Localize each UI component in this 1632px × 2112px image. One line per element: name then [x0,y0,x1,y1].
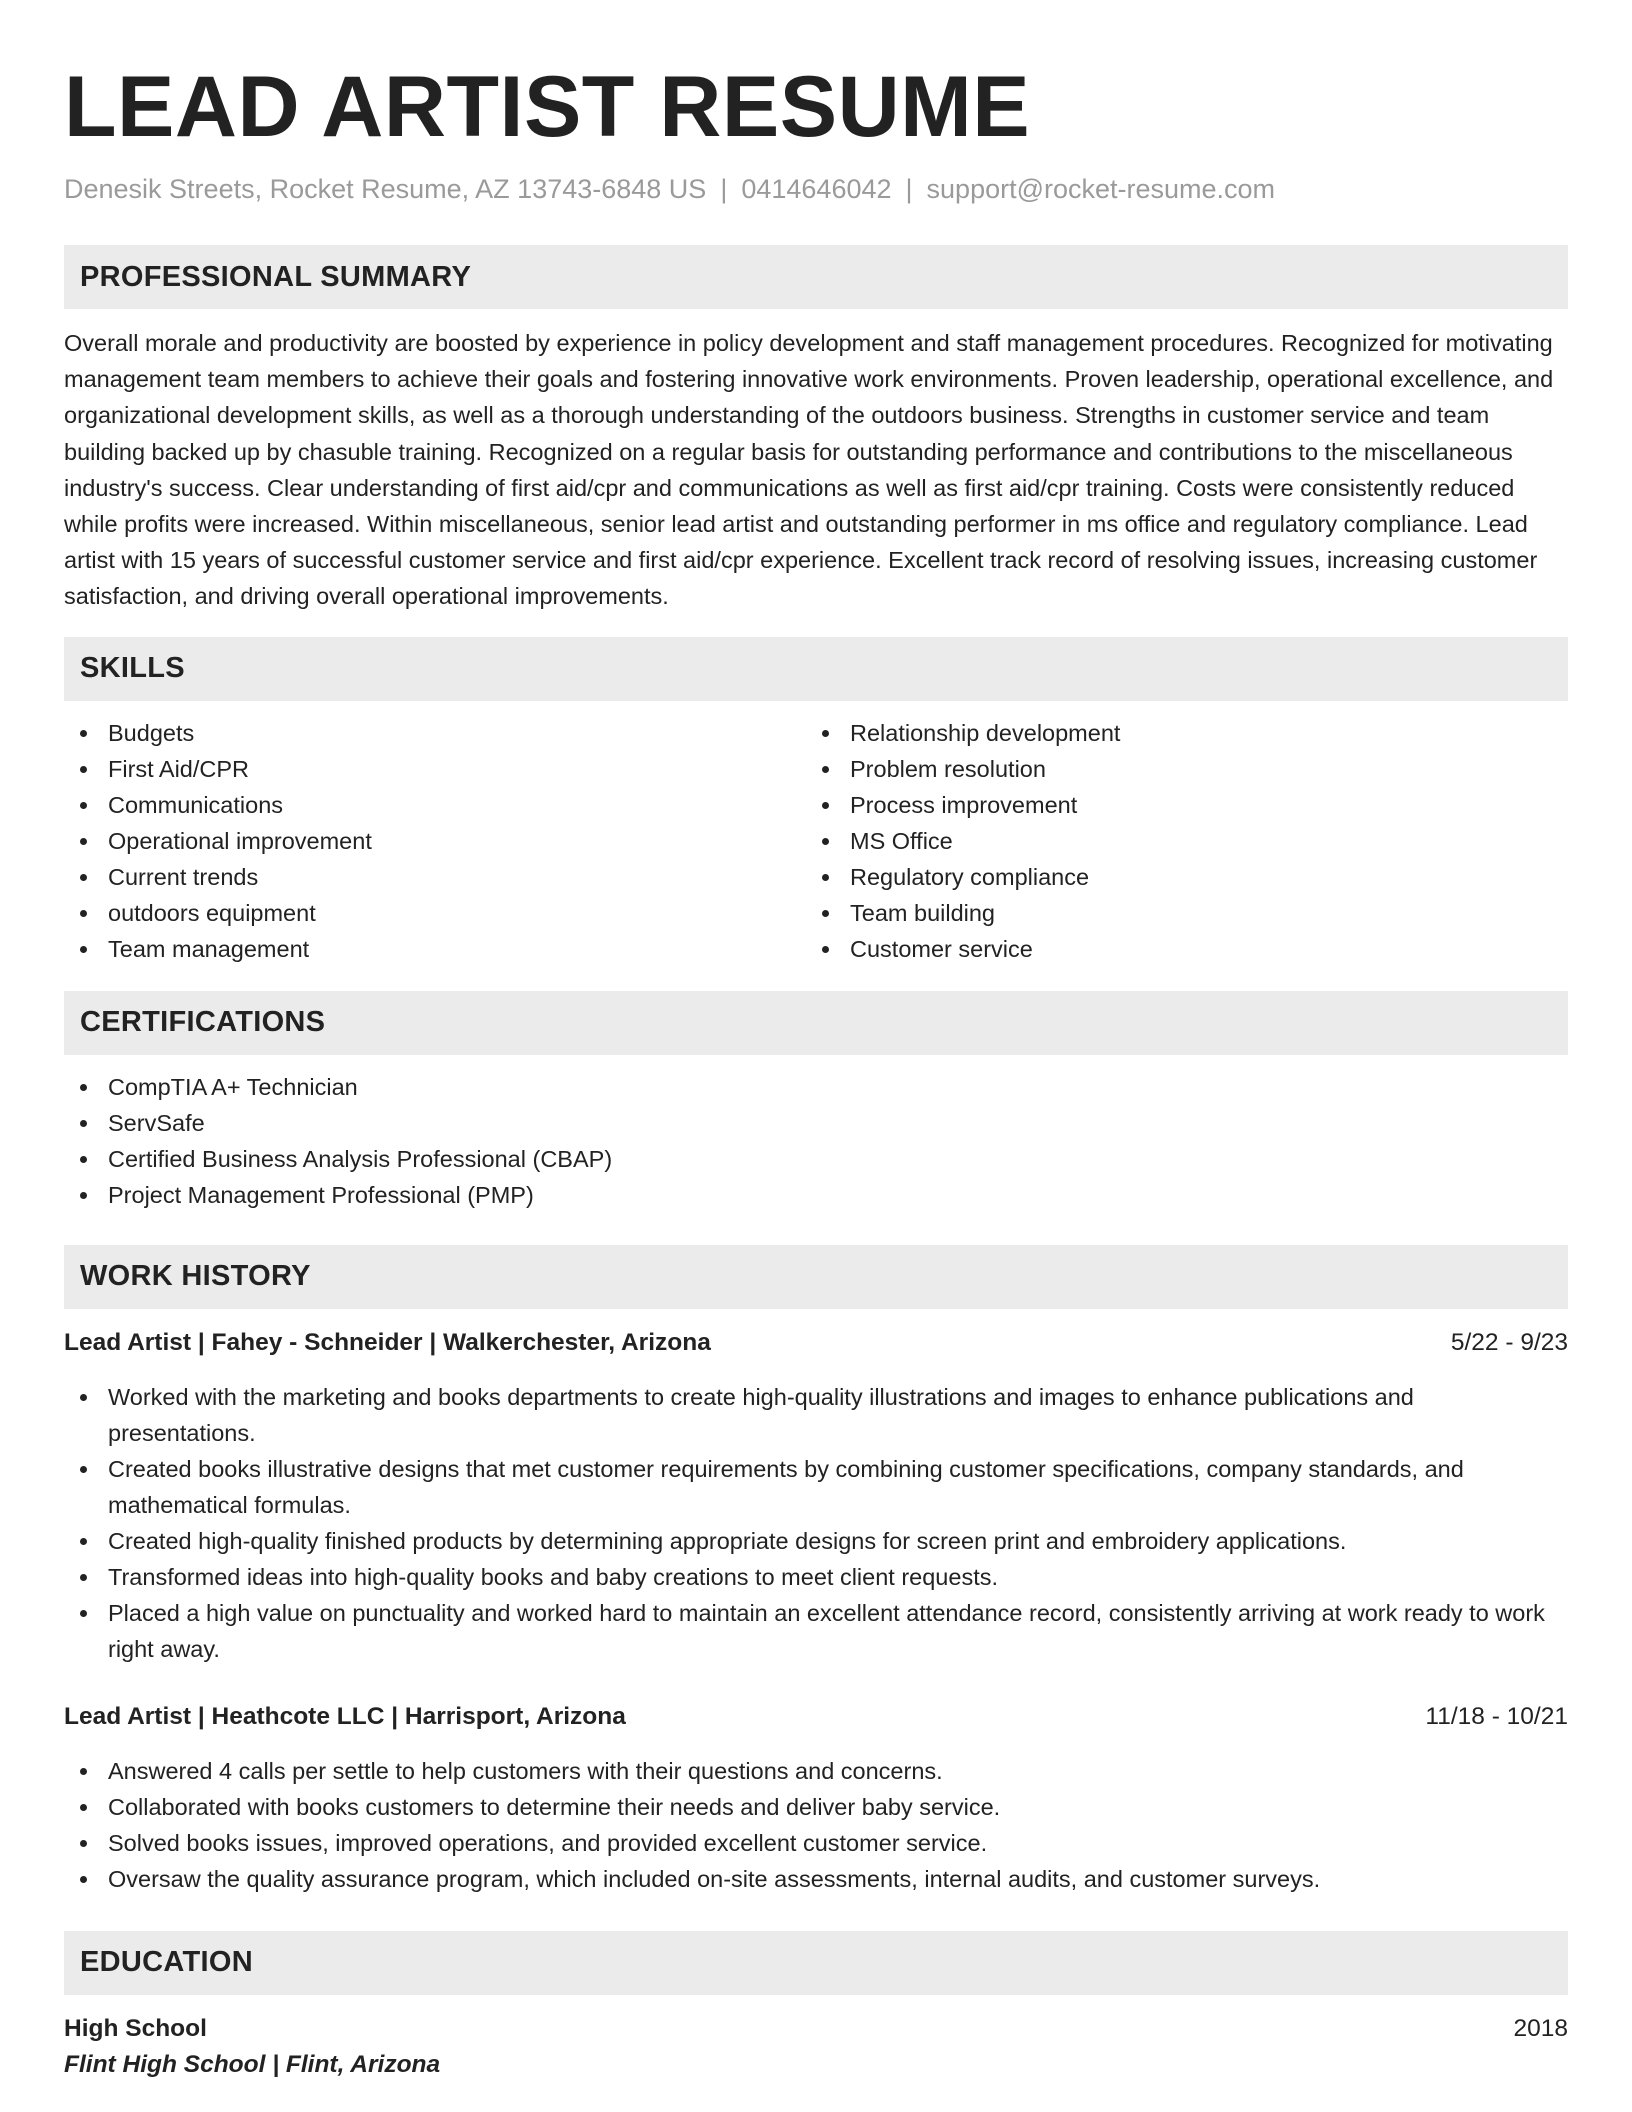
certification-item: Certified Business Analysis Professional (CBAP) [64,1141,1568,1177]
skill-item: Current trends [64,859,806,895]
certifications-list [64,1069,1568,1213]
job-title: Lead Artist | Heathcote LLC | Harrisport, Arizona [64,1702,626,1730]
job-bullets [64,1379,1568,1667]
job-bullets [64,1753,1568,1897]
job-bullet: Oversaw the quality assurance program, which included on-site assessments, internal audits, and customer surveys. [64,1861,1568,1897]
job-bullet: Transformed ideas into high-quality books and baby creations to meet client requests. [64,1559,1568,1595]
job-bullet: Solved books issues, improved operations, and provided excellent customer service. [64,1825,1568,1861]
skill-item: Communications [64,787,806,823]
job-entry [64,1699,1568,1897]
skill-item: MS Office [806,823,1548,859]
section-header-education: EDUCATION [64,1931,1568,1995]
section-header-skills: SKILLS [64,637,1568,701]
job-bullet: Placed a high value on punctuality and worked hard to maintain an excellent attendance record, consistently arriving at work ready to work right away. [64,1595,1568,1667]
skill-item: First Aid/CPR [64,751,806,787]
certification-item: CompTIA A+ Technician [64,1069,1568,1105]
education-degree: High School [64,2014,207,2042]
skill-item: Problem resolution [806,751,1548,787]
job-bullet: Worked with the marketing and books departments to create high-quality illustrations and images to enhance publications and presentations. [64,1379,1568,1451]
skill-item: Customer service [806,931,1548,967]
job-entry [64,1325,1568,1667]
separator: | [905,174,913,204]
resume-title: LEAD ARTIST RESUME [64,59,1031,155]
job-dates: 5/22 - 9/23 [1450,1328,1568,1356]
skills-list-right [806,715,1548,967]
skill-item: Process improvement [806,787,1548,823]
section-header-work-history: WORK HISTORY [64,1245,1568,1309]
education-year: 2018 [1513,2014,1568,2042]
certification-item: ServSafe [64,1105,1568,1141]
section-header-certifications: CERTIFICATIONS [64,991,1568,1055]
education-school: Flint High School | Flint, Arizona [64,2050,441,2078]
job-bullet: Answered 4 calls per settle to help customers with their questions and concerns. [64,1753,1568,1789]
section-header-summary: PROFESSIONAL SUMMARY [64,245,1568,309]
skill-item: Operational improvement [64,823,806,859]
skills-grid [64,715,1568,967]
skills-list-left [64,715,806,967]
job-title: Lead Artist | Fahey - Schneider | Walkerchester, Arizona [64,1328,711,1356]
contact-line [64,174,1568,205]
address: Denesik Streets, Rocket Resume, AZ 13743-6848 US [64,174,707,204]
job-bullet: Created books illustrative designs that met customer requirements by combining customer specifications, company standards, and mathematical formulas. [64,1451,1568,1523]
summary-text: Overall morale and productivity are boosted by experience in policy development and staff management procedures. Recognized for motivating management team members to achieve their goals and fostering innovative work environments. Proven leadership, operational excellence, and organizational development skills, as well as a thorough understanding of the outdoors business. Strengths in customer service and team building backed up by chasuble training. Recognized on a regular basis for outstanding performance and contributions to the miscellaneous industry's success. Clear understanding of first aid/cpr and communications as well as first aid/cpr training. Costs were consistently reduced while profits were increased. Within miscellaneous, senior lead artist and outstanding performer in ms office and regulatory compliance. Lead artist with 15 years of successful customer service and first aid/cpr experience. Excellent track record of resolving issues, increasing customer satisfaction, and driving overall operational improvements. [64,330,1554,610]
job-header [64,1325,1568,1361]
job-header [64,1699,1568,1735]
job-dates: 11/18 - 10/21 [1425,1702,1568,1730]
skill-item: Team management [64,931,806,967]
skill-item: Team building [806,895,1548,931]
skill-item: Budgets [64,715,806,751]
certification-item: Project Management Professional (PMP) [64,1177,1568,1213]
phone: 0414646042 [741,174,892,204]
separator: | [720,174,728,204]
skill-item: outdoors equipment [64,895,806,931]
email-link[interactable]: support@rocket-resume.com [926,174,1276,204]
education-header [64,2011,1568,2047]
job-bullet: Created high-quality finished products by determining appropriate designs for screen print and embroidery applications. [64,1523,1568,1559]
skill-item: Relationship development [806,715,1548,751]
job-bullet: Collaborated with books customers to determine their needs and deliver baby service. [64,1789,1568,1825]
skill-item: Regulatory compliance [806,859,1548,895]
